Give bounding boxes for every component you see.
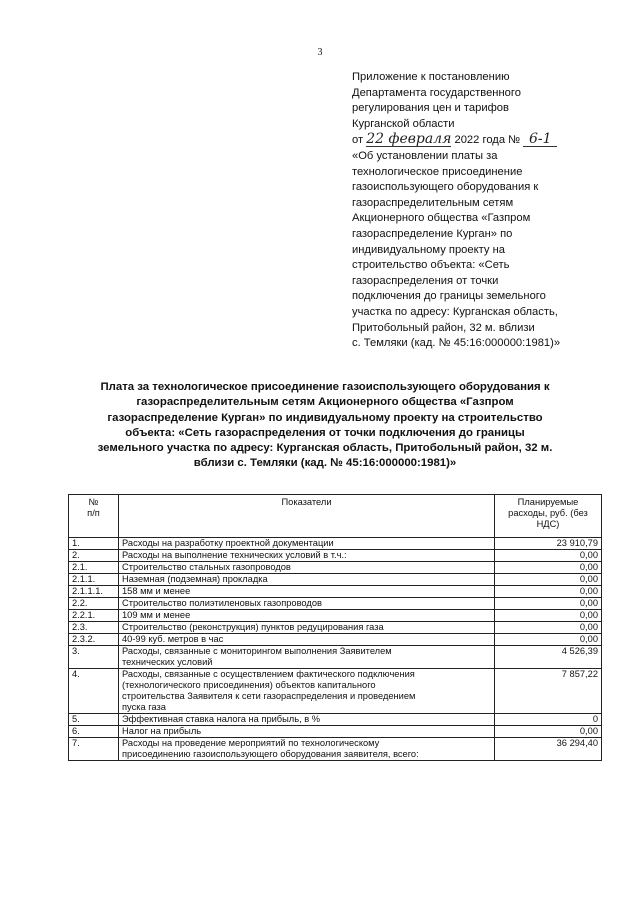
row-value: 7 857,22: [495, 669, 602, 714]
title-line: объекта: «Сеть газораспределения от точки подключения до границы: [125, 426, 525, 439]
document-title: [60, 380, 590, 472]
header-value-line: расходы, руб. (без: [508, 508, 588, 518]
appendix-line: регулирования цен и тарифов: [352, 102, 509, 115]
header-value: [495, 495, 602, 538]
row-indicator: [119, 726, 495, 738]
row-value: 0: [495, 714, 602, 726]
date-suffix: 2022 года №: [454, 134, 521, 147]
appendix-subject: [352, 149, 607, 352]
row-number: 2.1.: [69, 562, 119, 574]
row-indicator-line: Расходы, связанные с мониторингом выполнения Заявителем: [122, 646, 392, 656]
appendix-line: Курганской области: [352, 117, 455, 130]
row-indicator-line: (технологического присоединения) объектов капитального: [122, 680, 376, 690]
row-value: 0,00: [495, 610, 602, 622]
table-row: [69, 586, 602, 598]
row-indicator-line: Эффективная ставка налога на прибыль, в %: [122, 714, 321, 724]
row-number: 7.: [69, 738, 119, 761]
row-number: 2.3.: [69, 622, 119, 634]
table-row: [69, 669, 602, 714]
row-number: 3.: [69, 646, 119, 669]
appendix-subject-line: участка по адресу: Курганская область,: [352, 305, 558, 318]
row-value: 0,00: [495, 562, 602, 574]
appendix-subject-line: подключения до границы земельного: [352, 290, 546, 303]
title-line: земельного участка по адресу: Курганская область, Притобольный район, 32 м.: [97, 442, 553, 455]
row-indicator-line: Строительство стальных газопроводов: [122, 562, 291, 572]
table-row: [69, 646, 602, 669]
row-value: 0,00: [495, 574, 602, 586]
row-indicator-line: строительства Заявителя к сети газораспределения и проведением: [122, 691, 416, 701]
header-value-line: НДС): [536, 519, 560, 529]
row-value: 0,00: [495, 726, 602, 738]
table-body: [69, 538, 602, 761]
appendix-subject-line: газораспределительным сетям: [352, 196, 514, 209]
row-indicator-line: Налог на прибыль: [122, 726, 202, 736]
row-number: 4.: [69, 669, 119, 714]
row-indicator: [119, 634, 495, 646]
appendix-subject-line: «Об установлении платы за: [352, 149, 498, 162]
row-value: 0,00: [495, 622, 602, 634]
row-value: 4 526,39: [495, 646, 602, 669]
appendix-date-line: [352, 132, 607, 149]
row-indicator-line: Строительство (реконструкция) пунктов редуцирования газа: [122, 622, 384, 632]
appendix-subject-line: строительство объекта: «Сеть: [352, 259, 510, 272]
row-number: 5.: [69, 714, 119, 726]
row-indicator-line: Расходы на проведение мероприятий по технологическому: [122, 738, 380, 748]
title-line: газораспределительным сетям Акционерного общества «Газпром: [136, 396, 514, 409]
table-row: [69, 550, 602, 562]
appendix-subject-line: газоиспользующего оборудования к: [352, 181, 539, 194]
table-row: [69, 610, 602, 622]
table-row: [69, 598, 602, 610]
row-indicator: [119, 646, 495, 669]
header-num: [69, 495, 119, 538]
table-row: [69, 634, 602, 646]
row-number: 2.1.1.: [69, 574, 119, 586]
row-indicator-line: Строительство полиэтиленовых газопроводов: [122, 598, 322, 608]
row-indicator: [119, 574, 495, 586]
appendix-subject-line: газораспределение Курган» по: [352, 227, 513, 240]
row-indicator-line: 158 мм и менее: [122, 586, 191, 596]
row-value: 0,00: [495, 598, 602, 610]
row-number: 6.: [69, 726, 119, 738]
row-indicator: [119, 586, 495, 598]
row-number: 1.: [69, 538, 119, 550]
row-indicator: [119, 538, 495, 550]
row-value: 36 294,40: [495, 738, 602, 761]
row-indicator-line: Расходы на выполнение технических условий в т.ч.:: [122, 550, 347, 560]
row-number: 2.2.: [69, 598, 119, 610]
appendix-subject-line: Притобольный район, 32 м. вблизи: [352, 321, 535, 334]
row-number: 2.2.1.: [69, 610, 119, 622]
appendix-subject-line: с. Темляки (кад. № 45:16:000000:1981)»: [352, 337, 561, 350]
title-line: вблизи с. Темляки (кад. № 45:16:000000:1981)»: [193, 457, 457, 470]
header-name: [119, 495, 495, 538]
header-num-line: п/п: [87, 508, 100, 518]
header-name-text: Показатели: [281, 497, 332, 507]
row-indicator: [119, 622, 495, 634]
appendix-line: Приложение к постановлению: [352, 71, 510, 83]
table-header-row: [69, 495, 602, 538]
appendix-line: Департамента государственного: [352, 86, 521, 99]
page-number: 3: [317, 47, 323, 58]
row-indicator: [119, 550, 495, 562]
row-indicator-line: 40-99 куб. метров в час: [122, 634, 224, 644]
tariff-table: [68, 494, 602, 761]
row-indicator-line: Наземная (подземная) прокладка: [122, 574, 268, 584]
table-row: [69, 714, 602, 726]
row-value: 0,00: [495, 586, 602, 598]
row-indicator-line: присоединению газоиспользующего оборудования заявителя, всего:: [122, 749, 419, 759]
appendix-subject-line: индивидуальному проекту на: [352, 243, 505, 256]
row-indicator: [119, 738, 495, 761]
title-line: Плата за технологическое присоединение газоиспользующего оборудования к: [100, 381, 550, 393]
date-prefix: от: [352, 134, 364, 147]
row-value: 23 910,79: [495, 538, 602, 550]
row-indicator: [119, 669, 495, 714]
row-indicator: [119, 562, 495, 574]
row-number: 2.: [69, 550, 119, 562]
row-indicator-line: Расходы, связанные с осуществлением фактического подключения: [122, 669, 415, 679]
title-line: газораспределение Курган» по индивидуальному проекту на строительство: [107, 411, 543, 424]
row-indicator: [119, 714, 495, 726]
header-num-line: №: [88, 497, 99, 507]
row-indicator: [119, 610, 495, 622]
handwritten-number: 6-1: [523, 132, 557, 147]
header-value-line: Планируемые: [517, 497, 579, 507]
appendix-subject-line: Акционерного общества «Газпром: [352, 212, 531, 225]
appendix-block: [352, 70, 607, 352]
row-value: 0,00: [495, 634, 602, 646]
row-indicator: [119, 598, 495, 610]
row-indicator-line: Расходы на разработку проектной документации: [122, 538, 334, 548]
row-indicator-line: пуска газа: [122, 702, 166, 712]
row-value: 0,00: [495, 550, 602, 562]
table-row: [69, 738, 602, 761]
row-indicator-line: технических условий: [122, 657, 213, 667]
table-row: [69, 622, 602, 634]
table-row: [69, 574, 602, 586]
handwritten-date: 22 февраля: [366, 131, 452, 148]
row-number: 2.1.1.1.: [69, 586, 119, 598]
appendix-subject-line: газораспределения от точки: [352, 274, 499, 287]
table-row: [69, 538, 602, 550]
row-number: 2.3.2.: [69, 634, 119, 646]
row-indicator-line: 109 мм и менее: [122, 610, 191, 620]
table-row: [69, 726, 602, 738]
appendix-subject-line: технологическое присоединение: [352, 165, 523, 178]
table-row: [69, 562, 602, 574]
